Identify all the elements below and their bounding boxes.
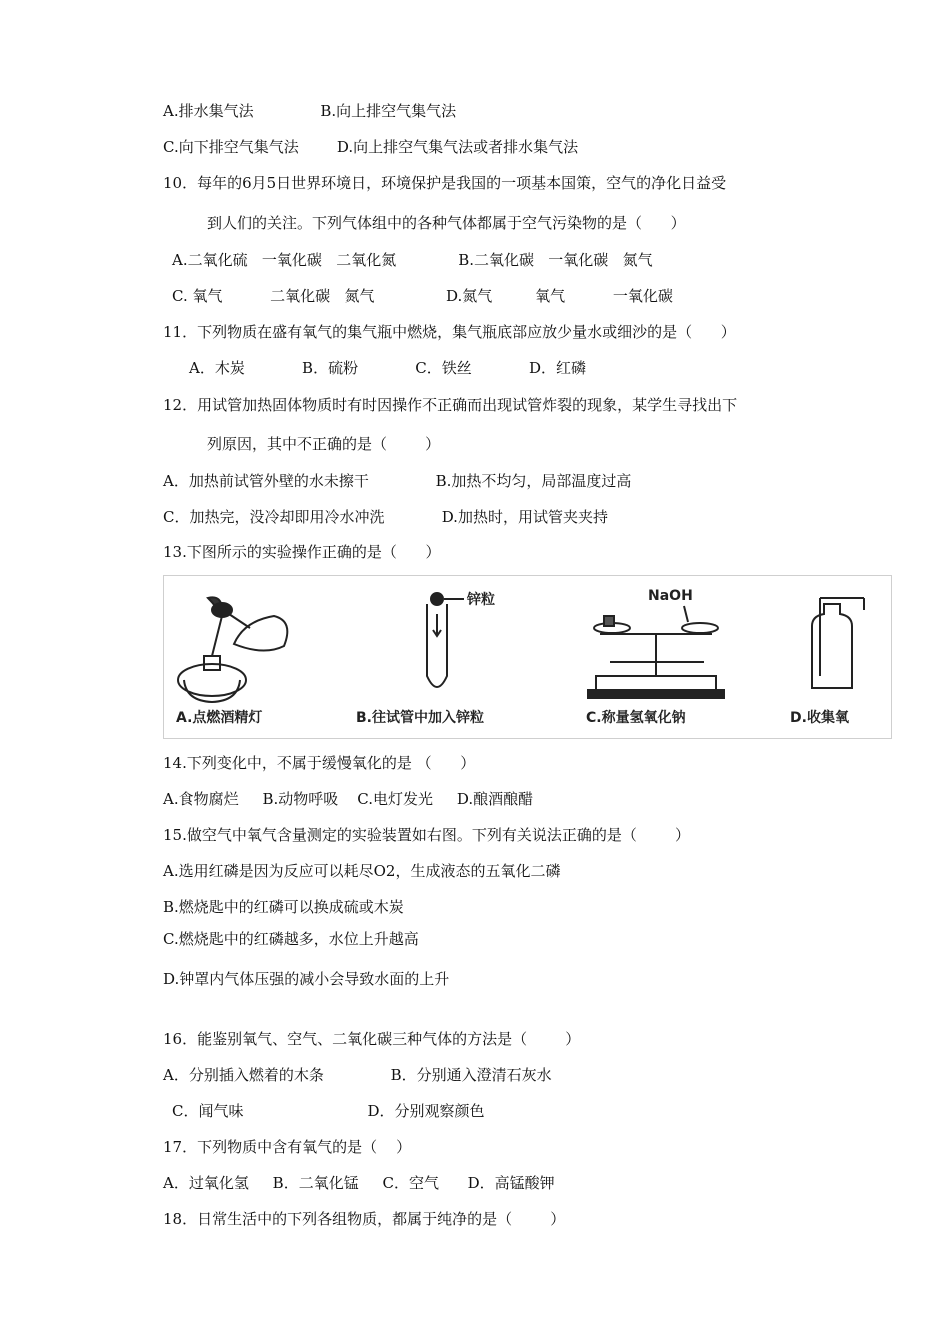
alcohol-lamp-illustration [178,597,287,702]
question-15-option-b: B.燃烧匙中的红磷可以换成硫或木炭 [163,898,404,916]
caption-d: D.收集氧 [790,710,849,726]
question-16-options-ab: A．分别插入燃着的木条 B．分别通入澄清石灰水 [163,1066,552,1084]
question-11-options: A．木炭 B．硫粉 C．铁丝 D．红磷 [189,359,587,377]
question-12-line-1: 12．用试管加热固体物质时有时因操作不正确而出现试管炸裂的现象，某学生寻找出下 [163,396,738,414]
question-14-options: A.食物腐烂 B.动物呼吸 C.电灯发光 D.酿酒酿醋 [163,790,534,808]
question-15-option-a: A.选用红磷是因为反应可以耗尽O2，生成液态的五氧化二磷 [163,862,561,880]
question-15-option-d: D.钟罩内气体压强的减小会导致水面的上升 [163,970,450,988]
caption-a: A.点燃酒精灯 [176,710,263,726]
line-1: A.排水集气法 B.向上排空气集气法 [163,102,457,120]
question-10-options-ab: A.二氧化硫 一氧化碳 二氧化氮 B.二氧化碳 一氧化碳 氮气 [172,251,653,269]
question-10-options-cd: C. 氧气 二氧化碳 氮气 D.氮气 氧气 一氧化碳 [172,287,673,305]
question-18-stem: 18．日常生活中的下列各组物质，都属于纯净的是（ ） [163,1210,566,1228]
question-14-stem: 14.下列变化中，不属于缓慢氧化的是 （ ） [163,754,476,772]
question-13-stem: 13.下图所示的实验操作正确的是（ ） [163,543,441,561]
question-15-stem: 15.做空气中氧气含量测定的实验装置如右图。下列有关说法正确的是（ ） [163,826,691,844]
question-16-options-cd: C．闻气味 D．分别观察颜色 [172,1102,485,1120]
question-13-figure [163,575,892,739]
question-16-stem: 16．能鉴别氧气、空气、二氧化碳三种气体的方法是（ ） [163,1030,581,1048]
caption-b: B.往试管中加入锌粒 [356,710,484,726]
question-12-options-ab: A．加热前试管外壁的水未擦干 B.加热不均匀，局部温度过高 [163,472,632,490]
line-2: C.向下排空气集气法 D.向上排空气集气法或者排水集气法 [163,138,579,156]
question-15-option-c: C.燃烧匙中的红磷越多，水位上升越高 [163,930,419,948]
gas-bottle-illustration [812,598,864,688]
caption-c: C.称量氢氧化钠 [586,710,686,726]
question-17-options: A．过氧化氢 B．二氧化锰 C．空气 D．高锰酸钾 [163,1174,555,1192]
question-10-line-1: 10．每年的6月5日世界环境日，环境保护是我国的一项基本国策，空气的净化日益受 [163,174,727,192]
question-12-options-cd: C．加热完，没冷却即用冷水冲洗 D.加热时，用试管夹夹持 [163,508,608,526]
label-zinc: 锌粒 [467,592,495,608]
question-11-stem: 11．下列物质在盛有氧气的集气瓶中燃烧，集气瓶底部应放少量水或细沙的是（ ） [163,323,736,341]
question-10-line-2: 到人们的关注。下列气体组中的各种气体都属于空气污染物的是（ ） [207,214,686,232]
question-17-stem: 17．下列物质中含有氧气的是（ ） [163,1138,412,1156]
label-naoh: NaOH [648,588,693,604]
test-tube-illustration [427,593,464,687]
balance-illustration [588,606,724,698]
question-12-line-2: 列原因，其中不正确的是（ ） [207,435,441,453]
